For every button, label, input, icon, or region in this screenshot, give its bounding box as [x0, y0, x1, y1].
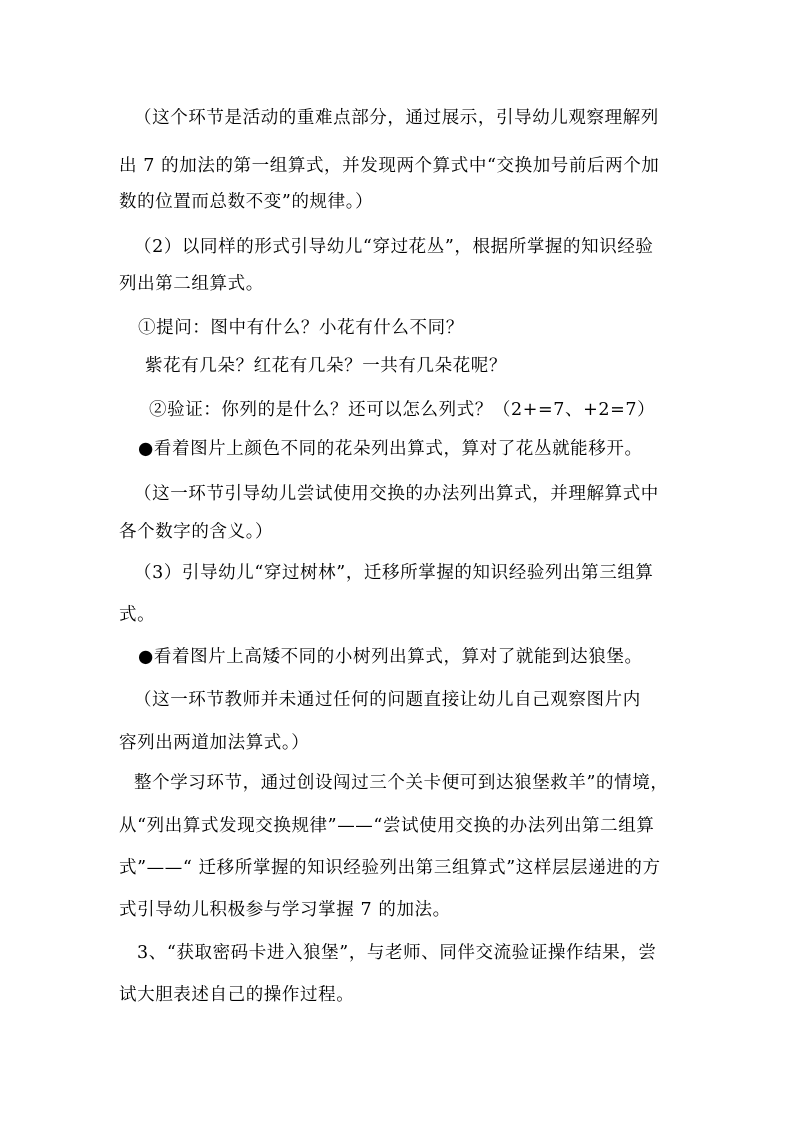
- paragraph-12-line-1: 3、“获取密码卡进入狼堡”，与老师、同伴交流验证操作结果，尝: [137, 943, 657, 963]
- paragraph-7-line-2: 各个数字的含义。）: [119, 522, 274, 542]
- paragraph-10-line-1: （这一环节教师并未通过任何的问题直接让幼儿自己观察图片内: [134, 690, 641, 710]
- paragraph-1-line-3: 数的位置而总数不变”的规律。）: [119, 192, 374, 212]
- paragraph-2-line-1: （2）以同样的形式引导幼儿“穿过花丛”，根据所掌握的知识经验: [134, 237, 654, 257]
- paragraph-10-line-2: 容列出两道加法算式。）: [119, 733, 310, 753]
- paragraph-8-line-2: 式。: [119, 605, 156, 625]
- paragraph-1-line-1: （这个环节是活动的重难点部分，通过展示，引导幼儿观察理解列: [134, 108, 659, 128]
- paragraph-5-line-1: ②验证：你列的是什么？还可以怎么列式？（2+=7、+2=7）: [149, 400, 656, 420]
- paragraph-9-line-1: ●看着图片上高矮不同的小树列出算式，算对了就能到达狼堡。: [138, 647, 643, 667]
- paragraph-4-line-1: 紫花有几朵？红花有几朵？一共有几朵花呢？: [145, 356, 507, 376]
- paragraph-11-line-1: 整个学习环节，通过创设闯过三个关卡便可到达狼堡救羊”的情境，: [134, 773, 669, 793]
- paragraph-11-line-4: 式引导幼儿积极参与学习掌握 7 的加法。: [119, 900, 451, 920]
- paragraph-6-line-1: ●看着图片上颜色不同的花朵列出算式，算对了花丛就能移开。: [138, 439, 643, 459]
- paragraph-11-line-3: 式”——“ 迁移所掌握的知识经验列出第三组算式”这样层层递进的方: [119, 858, 661, 878]
- paragraph-2-line-2: 列出第二组算式。: [119, 274, 264, 294]
- paragraph-3-line-1: ①提问：图中有什么？小花有什么不同？: [138, 318, 464, 338]
- paragraph-1-line-2: 出 7 的加法的第一组算式，并发现两个算式中“交换加号前后两个加: [119, 156, 660, 176]
- paragraph-12-line-2: 试大胆表述自己的操作过程。: [119, 985, 355, 1005]
- paragraph-8-line-1: （3）引导幼儿“穿过树林”，迁移所掌握的知识经验列出第三组算: [134, 563, 654, 583]
- paragraph-7-line-1: （这一环节引导幼儿尝试使用交换的办法列出算式，并理解算式中: [134, 484, 659, 504]
- paragraph-11-line-2: 从“列出算式发现交换规律”——“尝试使用交换的办法列出第二组算: [119, 816, 655, 836]
